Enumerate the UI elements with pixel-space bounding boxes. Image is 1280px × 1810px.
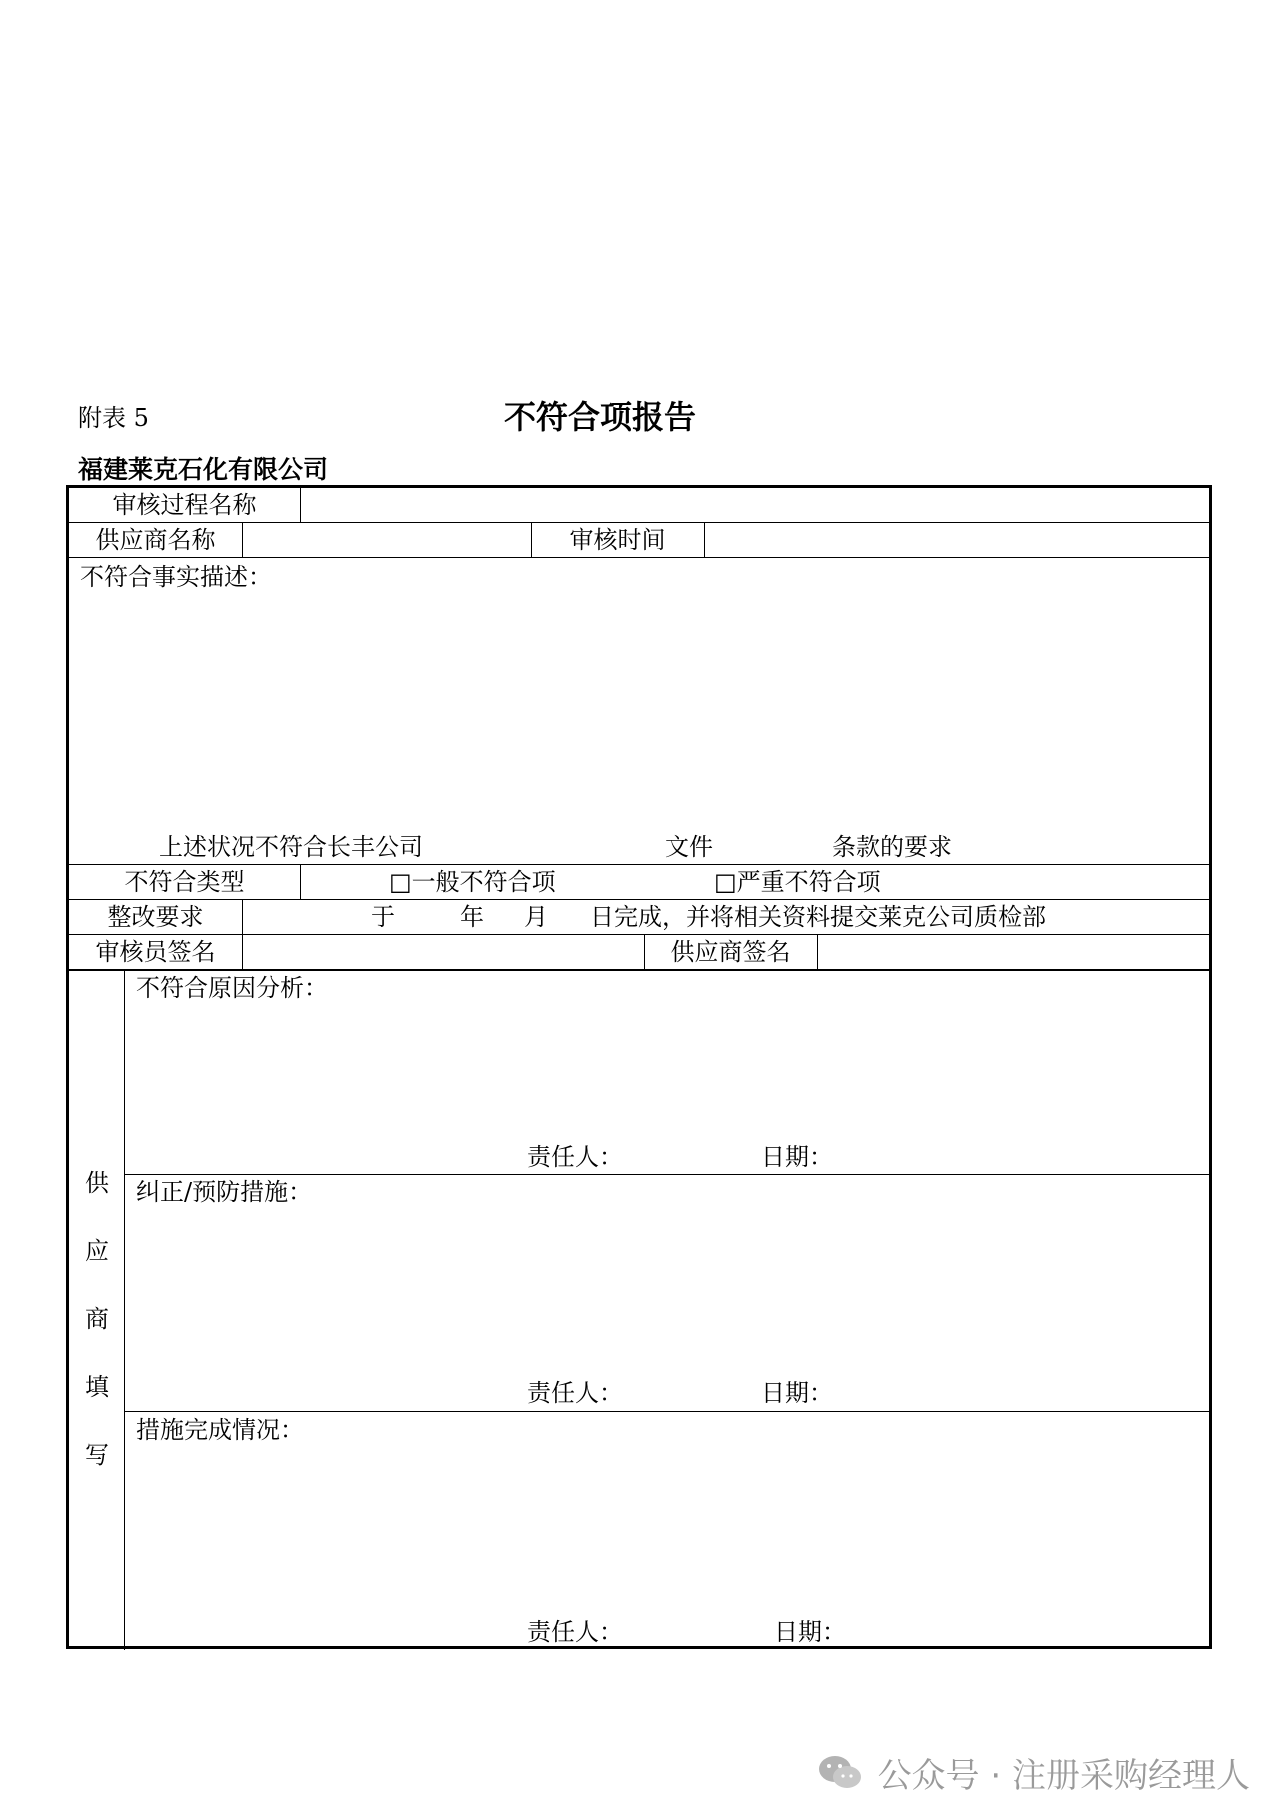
cause-analysis-date: 日期： [761, 1143, 833, 1171]
corrective-action-responsible: 责任人： [527, 1379, 623, 1407]
nc-type-serious-checkbox[interactable]: □严重不符合项 [714, 868, 881, 896]
audit-process-label: 审核过程名称 [112, 491, 257, 519]
supplier-fill-vertical-label: 供 应 商 填 写 [85, 1169, 109, 1469]
statement-part2: 文件 [665, 833, 713, 861]
company-name: 福建莱克石化有限公司 [78, 455, 329, 484]
appendix-label: 附表 5 [78, 404, 149, 432]
auditor-signature-field[interactable] [244, 935, 644, 969]
supplier-name-field[interactable] [244, 523, 531, 557]
corrective-action-date: 日期： [761, 1379, 833, 1407]
wechat-icon [818, 1755, 862, 1791]
rectification-year: 年 [460, 903, 484, 931]
watermark-text: 公众号 · 注册采购经理人 [877, 1756, 1250, 1796]
supplier-name-label: 供应商名称 [95, 526, 216, 554]
supplier-signature-label: 供应商签名 [670, 938, 791, 966]
completion-status-title: 措施完成情况： [136, 1416, 304, 1444]
corrective-action-title: 纠正/预防措施： [136, 1178, 313, 1206]
nc-type-label: 不符合类型 [124, 868, 245, 896]
page-title: 不符合项报告 [503, 398, 696, 436]
statement-part1: 上述状况不符合长丰公司 [159, 833, 423, 861]
nonconformity-form [66, 485, 1212, 1649]
rectification-text: 日完成，并将相关资料提交莱克公司质检部 [590, 903, 1046, 931]
cause-analysis-responsible: 责任人： [527, 1143, 623, 1171]
audit-process-field[interactable] [302, 488, 1212, 522]
statement-part3: 条款的要求 [832, 833, 952, 861]
fact-description-label: 不符合事实描述： [80, 563, 272, 591]
auditor-signature-label: 审核员签名 [95, 938, 216, 966]
cause-analysis-title: 不符合原因分析： [136, 974, 328, 1002]
supplier-signature-field[interactable] [819, 935, 1211, 969]
completion-status-date: 日期： [774, 1618, 846, 1646]
nc-type-general-checkbox[interactable]: □一般不符合项 [389, 868, 556, 896]
audit-time-label: 审核时间 [569, 526, 666, 554]
rectification-month: 月 [524, 903, 548, 931]
rectification-label: 整改要求 [107, 903, 204, 931]
completion-status-responsible: 责任人： [527, 1618, 623, 1646]
audit-time-field[interactable] [706, 523, 1211, 557]
watermark [818, 1748, 1250, 1797]
rectification-yu: 于 [371, 903, 395, 931]
